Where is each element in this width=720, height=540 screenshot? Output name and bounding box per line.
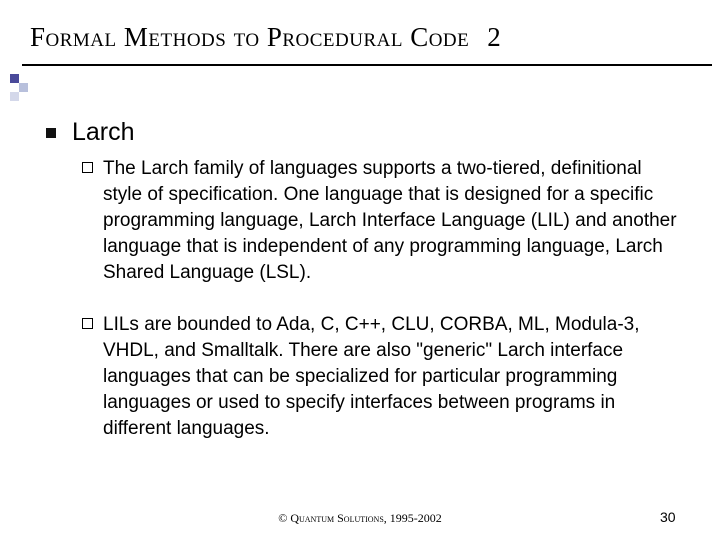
page-number: 30 [660, 509, 676, 525]
slide-title-container [30, 22, 501, 53]
sub-bullet-item [103, 156, 683, 286]
sub-bullet-text: LILs are bounded to Ada, C, C++, CLU, CORBA, ML, Modula-3, VHDL, and Smalltalk. There are also "generic" Larch interface languages that can be specialized for particular programming languages or used to specify interfaces between programs in different languages. [103, 314, 640, 439]
title-divider [22, 64, 712, 66]
sub-bullet-item [103, 312, 683, 442]
decorative-square-medium [19, 83, 28, 92]
decorative-square-dark [10, 74, 19, 83]
checkbox-bullet-icon [82, 318, 93, 329]
slide-title-number: 2 [487, 22, 502, 52]
bullet-square-icon [46, 128, 56, 138]
sub-bullet-text: The Larch family of languages supports a two-tiered, definitional style of specification. One language that is designed for a specific programming language, Larch Interface Language (LIL) and another language that is independent of any programming language, Larch Shared Language (LSL). [103, 158, 677, 283]
footer-copyright: © Quantum Solutions, 1995-2002 [278, 511, 442, 525]
decorative-square-light [10, 92, 19, 101]
checkbox-bullet-icon [82, 162, 93, 173]
section-heading: Larch [72, 118, 135, 146]
slide-title: Formal Methods to Procedural Code [30, 22, 470, 52]
